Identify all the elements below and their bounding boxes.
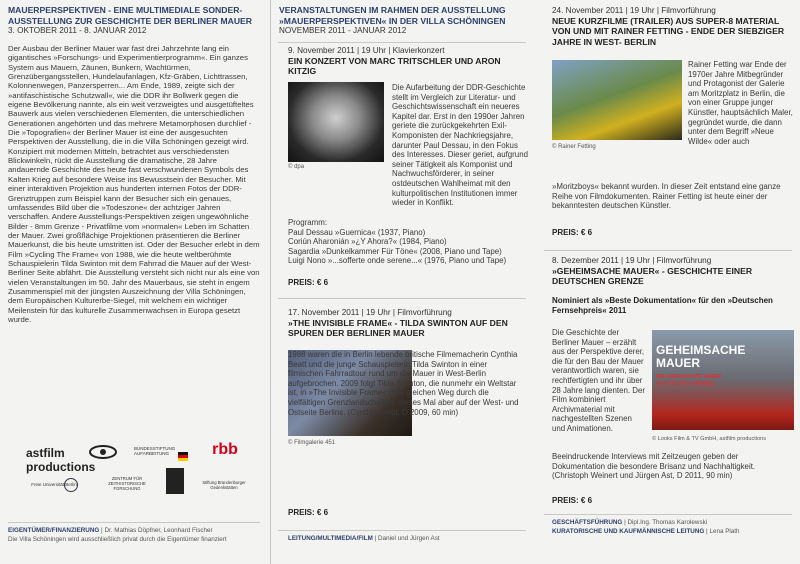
- owner-names: Dr. Mathias Döpfner, Leonhard Fischer: [104, 527, 213, 534]
- divider: [544, 250, 792, 251]
- program-item: Coriún Aharonián »¿Y Ahora?« (1984, Piano): [288, 237, 447, 247]
- leitung-footer: LEITUNG/MULTIMEDIA/FILM | Daniel und Jürgen Ast: [288, 535, 440, 542]
- exhibition-body: Der Ausbau der Berliner Mauer war fast drei Jahrzehnte lang ein gigantisches »Forschungs- und Experimentierprogramm«. Ein ganzes System aus Mauern, Zäunen, Bunkern, Wachtürmen, Grenzübergangsstellen, Hundelaufanlagen, Kfz-Gräben, Lichttrassen, Kolonnenwegen, Panzersperren... Am Ende, 1989, zeigte sich der »antifaschistische Schutzwall«, wie die DDR ihr Bollwerk gegen die eigene Bevölkerung nannte, als ein weit verzweigtes und ausgetüfteltes Bauwerk aus vielen verschiedenen Elementen, die unterschiedlichen Generationen angehörten und das mehrere Metamorphosen durchlief - Die »Topografien« der Berliner Mauer ist eine der ausgesuchten Perspektiven der Ausstellung, die in die Villa Schöningen gezeigt wird. Konzipiert mit modernen Mitteln, betrachtet aus verschiedensten Blickwinkeln, rückt die Ausstellung die dramatische, 28 Jahre andauernde Geschichte des heute fast verschwundenen Symbols des Kalten Krieg auf besondere Weise ins Bewusstsein der Besucher. Mit einer interaktiven Projektion aus hunderten internen Fotos der DDR-Grenztruppen zum Beispiel kann der Besucher sich ein genaues, umfassendes Bild über die »Todeszone« der achtziger Jahren verschaffen. Andere Ausstellungs-Perspektiven zeigen ungewöhnliche Bilder - 8mm Grenze - Privatfilme vom »normalen« Leben im Schatten der Mauer. Zwei großflächige Projektionen präsentieren die Berliner Mauerkunst, die bis heute umstritten ist. Oder der Besucher erlebt in dem Film »Cycling The Frame« von 1988, wie die heute weltberühmte Schauspielerin Tilda Swinton mit dem Fahrrad die Mauer auf der West-Berliner Seite abfährt. Die Ausstellung versteht sich nicht nur als eine von vielen Veranstaltungen im 50. Jahr des Mauerbaus, sie steht in engem Zusammenspiel mit der jüngsten Auszeichnung der Villa Schöningen, dem Europäischen Kulturerbe-Siegel, mit welchem ein wichtiger Meilenstein für das kulturelle Zusammenwachsen in Europa gesetzt wurde.: [8, 44, 260, 324]
- event-body: Die Aufarbeitung der DDR-Geschichte stellt im Vergleich zur Literatur- und Geschichtswissenschaft ein neueres Kapitel dar. Erst in den 1990er Jahren geriete die zurückgekehrten Exil-Komponisten der Nachkriegsjahre, darunter Paul Dessau, in den Fokus des Interesses. Dieser geriet, aufgrund seiner Tätigkeit als Komponist und Nachwuchsförderer, in seiner ostdeutschen Wahlheimat mit den kulturpolitischen Institutionen immer wieder in Konflikt.: [392, 83, 528, 208]
- logo-bundesstiftung: BUNDESSTIFTUNG AUFARBEITUNG: [134, 446, 176, 456]
- exhibition-title: MAUERPERSPEKTIVEN - EINE MULTIMEDIALE SONDER-AUSSTELLUNG ZUR GESCHICHTE DER BERLINER MAUER: [8, 5, 252, 26]
- poster-subtitle: DIE GESCHICHTE EINER DEUTSCHEN GRENZE: [656, 374, 722, 387]
- fu-seal-icon: [64, 478, 78, 492]
- management-footer: GESCHÄFTSFÜHRUNG | Dipl.Ing. Thomas Karolewski KURATORISCHE UND KAUFMÄNNISCHE LEITUNG | Lena Plath: [552, 519, 740, 535]
- program-label: Programm:: [288, 218, 328, 227]
- divider: [278, 530, 526, 531]
- logo-zzf: ZENTRUM FÜR ZEITHISTORISCHE FORSCHUNG: [108, 476, 146, 491]
- events-title: VERANSTALTUNGEN IM RAHMEN DER AUSSTELLUNG »MAUERPERSPEKTIVEN« IN DER VILLA SCHÖNINGEN: [279, 5, 506, 26]
- management-names: Dipl.Ing. Thomas Karolewski: [627, 519, 708, 526]
- program-item: Sagardia »Dunkelkammer Für Töne« (2008, Piano und Tape): [288, 246, 502, 256]
- owner-footer: EIGENTÜMER/FINANZIERUNG | Dr. Mathias Döpfner, Leonhard Fischer Die Villa Schöningen wird ausschließlich privat durch die Eigentümer finanziert: [8, 527, 227, 543]
- event-meta: 9. November 2011 | 19 Uhr | Klavierkonzert: [288, 46, 445, 55]
- event-title: EIN KONZERT VON MARC TRITSCHLER UND ARON KITZIG: [288, 56, 501, 77]
- event-body-cont: »Moritzboys« bekannt wurden. In dieser Zeit entstand eine ganze Reihe von Filmdokumenten. Rainer Fetting ist heute einer der bekanntesten deutschen Künstler.: [552, 182, 781, 211]
- event-geheimsache: [552, 256, 792, 287]
- program-item: Luigi Nono »...sofferte onde serene...« (1976, Piano und Tape): [288, 256, 507, 266]
- nomination-note: Nominiert als »Beste Dokumentation« für den »Deutschen Fernsehpreis« 2011: [552, 296, 773, 316]
- german-flag-icon: [178, 452, 188, 461]
- photo-credit: © Rainer Fetting: [552, 144, 596, 150]
- leitung-label: LEITUNG/MULTIMEDIA/FILM: [288, 535, 373, 542]
- divider: [8, 522, 260, 523]
- logo-gedenkstaetten: Stiftung Brandenburger Gedenkstätten: [202, 480, 246, 490]
- events-dates: NOVEMBER 2011 - JANUAR 2012: [279, 26, 407, 35]
- program-block: [288, 218, 528, 266]
- event-body: Rainer Fetting war Ende der 1970er Jahre Mitbegründer und Protagonist der Galerie am Moritzplatz in Berlin, die von einer Gruppe junger Künstler, hauptsächlich Maler, gegründet wurde, die dann unter dem Begriff »Neue Wilde« oder auch: [688, 60, 793, 146]
- event-fetting: [552, 6, 792, 47]
- divider: [278, 298, 526, 299]
- event-title: NEUE KURZFILME (TRAILER) AUS SUPER-8 MATERIAL VON UND MIT RAINER FETTING - ENDE DER SIEBZIGER JAHRE IN WEST- BERLIN: [552, 16, 785, 47]
- price: PREIS: € 6: [288, 278, 329, 287]
- event-meta: 8. Dezember 2011 | 19 Uhr | Filmvorführung: [552, 256, 712, 265]
- event-concert: [288, 46, 528, 77]
- event-meta: 24. November 2011 | 19 Uhr | Filmvorführung: [552, 6, 716, 15]
- owner-note: Die Villa Schöningen wird ausschließlich privat durch die Eigentümer finanziert: [8, 536, 227, 543]
- photo-credit: © dpa: [288, 164, 305, 170]
- price: PREIS: € 6: [552, 228, 593, 237]
- portrait-photo: [288, 82, 384, 162]
- event-title: »GEHEIMSACHE MAUER« - GESCHICHTE EINER DEUTSCHEN GRENZE: [552, 266, 753, 287]
- logo-astfilm: astfilm productions: [26, 446, 96, 474]
- owner-label: EIGENTÜMER/FINANZIERUNG: [8, 527, 100, 534]
- event-body: 1988 waren die in Berlin lebende britische Filmemacherin Cynthia Beatt und die junge Schauspielerin Tilda Swinton in einer filmischen Fahrradtour rund um die Mauer in West-Berlin aufgebrochen. 2009 folgt Tilda Swinton, die nunmehr ein Weltstar ist, in »The Invisible Frame« dem gleichen Weg durch die vielfältigen Grenzlandschaften, dieses Mal aber auf der West- und Ostseite Berlins. (Cynthia Beatt, D 2009, 60 min): [288, 350, 519, 417]
- eye-emblem-icon: [88, 444, 118, 460]
- divider: [278, 42, 526, 43]
- fetting-photo: [552, 60, 682, 140]
- logo-fu-berlin: Freie Universität Berlin: [31, 482, 77, 487]
- photo-credit: © Filmgalerie 451: [288, 440, 336, 446]
- event-body: Die Geschichte der Berliner Mauer – erzählt aus der Perspektive derer, die für den Bau der Mauer verantwortlich waren, sie rechtfertigten und ihr über 28 Jahre lang dienten. Der Film kombiniert Archivmaterial mit nachgestellten Szenen und Animationen.: [552, 328, 645, 433]
- event-meta: 17. November 2011 | 19 Uhr | Filmvorführung: [288, 308, 452, 317]
- divider: [544, 514, 792, 515]
- event-title: »THE INVISIBLE FRAME« - TILDA SWINTON AUF DEN SPUREN DER BERLINER MAUER: [288, 318, 508, 339]
- event-swinton: [288, 308, 528, 339]
- exhibition-dates: 3. OKTOBER 2011 - 8. JANUAR 2012: [8, 26, 147, 35]
- logo-stasi-archive: [86, 444, 120, 462]
- management-label: GESCHÄFTSFÜHRUNG: [552, 519, 623, 526]
- curator-label: KURATORISCHE UND KAUFMÄNNISCHE LEITUNG: [552, 528, 705, 535]
- leitung-names: Daniel und Jürgen Ast: [378, 535, 440, 542]
- program-item: Paul Dessau »Guernica« (1937, Piano): [288, 227, 426, 237]
- logo-stiftung-mauer: [166, 468, 184, 494]
- poster-title: GEHEIMSACHE MAUER: [656, 343, 746, 370]
- photo-credit: © Looks Film & TV GmbH, astfilm productions: [652, 436, 767, 442]
- price: PREIS: € 6: [552, 496, 593, 505]
- event-body-cont: Beeindruckende Interviews mit Zeitzeugen geben der Dokumentation die besondere Brisanz und Nachhaltigkeit. (Christoph Weinert und Jürgen Ast, D 2011, 90 min): [552, 452, 756, 481]
- curator-names: Lena Plath: [709, 528, 740, 535]
- price: PREIS: € 6: [288, 508, 329, 517]
- logo-rbb: rbb: [212, 441, 238, 458]
